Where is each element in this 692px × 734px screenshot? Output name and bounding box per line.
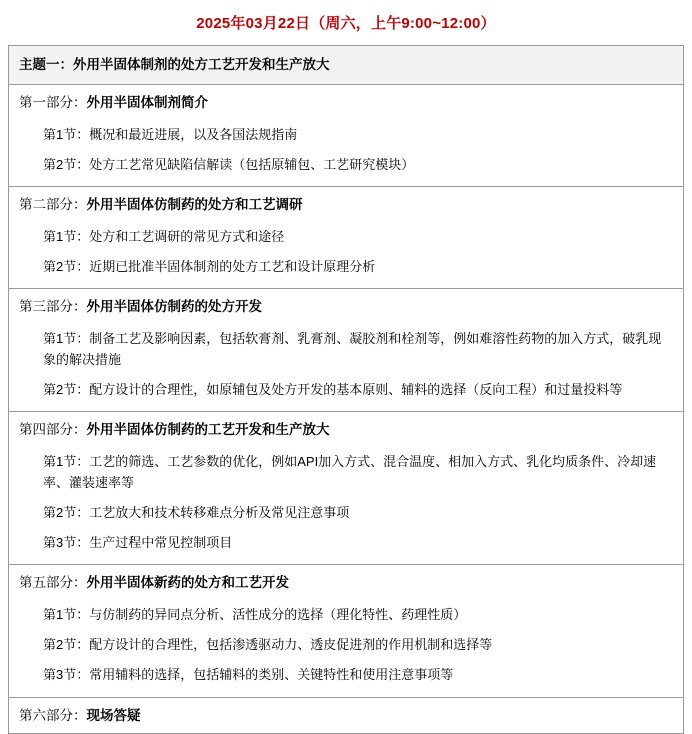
topic-section — [9, 46, 683, 85]
list-item: 第2节：配方设计的合理性，包括渗透驱动力、透皮促进剂的作用机制和选择等 — [43, 637, 493, 653]
date-header: 2025年03月22日（周六，上午9:00~12:00） — [196, 15, 496, 32]
part-label-6: 第六部分： — [19, 707, 87, 723]
topic-title: 外用半固体制剂的处方工艺开发和生产放大 — [73, 57, 330, 72]
list-item: 第1节：制备工艺及影响因素，包括软膏剂、乳膏剂、凝胶剂和栓剂等，例如难溶性药物的加入方式，破乳现象的解决措施 — [43, 331, 662, 368]
list-item: 第1节：概况和最近进展，以及各国法规指南 — [43, 127, 298, 143]
part-title-5: 外用半固体新药的处方和工艺开发 — [86, 575, 289, 591]
part-row-3 — [9, 289, 683, 325]
part-title-6: 现场答疑 — [86, 707, 141, 723]
part-title-1: 外用半固体制剂简介 — [86, 95, 208, 111]
agenda-section-3 — [9, 289, 683, 412]
agenda-section-2 — [9, 187, 683, 289]
part-row-6 — [9, 698, 683, 734]
part-title-4: 外用半固体仿制药的工艺开发和生产放大 — [86, 422, 330, 438]
list-item: 第2节：工艺放大和技术转移难点分析及常见注意事项 — [43, 505, 350, 521]
part-title-2: 外用半固体仿制药的处方和工艺调研 — [86, 197, 303, 213]
list-item: 第1节：工艺的筛选、工艺参数的优化，例如API加入方式、混合温度、相加入方式、乳化均质条件、冷却速率、灌装速率等 — [43, 454, 657, 491]
list-item: 第2节：处方工艺常见缺陷信解读（包括原辅包、工艺研究模块） — [43, 157, 415, 173]
part-row-2 — [9, 187, 683, 223]
list-item: 第3节：生产过程中常见控制项目 — [43, 535, 233, 551]
part-label-5: 第五部分： — [19, 575, 87, 591]
list-item: 第2节：配方设计的合理性，如原辅包及处方开发的基本原则、辅料的选择（反向工程）和过量投料等 — [43, 382, 623, 398]
agenda-section-1 — [9, 85, 683, 187]
list-item: 第3节：常用辅料的选择，包括辅料的类别、关键特性和使用注意事项等 — [43, 667, 454, 683]
agenda-section-5 — [9, 565, 683, 697]
agenda-section-4 — [9, 412, 683, 565]
part-title-3: 外用半固体仿制药的处方开发 — [86, 299, 262, 315]
part-row-1 — [9, 85, 683, 121]
agenda-table — [8, 45, 684, 734]
part-label-1: 第一部分： — [19, 95, 87, 111]
agenda-section-6 — [9, 698, 683, 734]
list-item: 第2节：近期已批准半固体制剂的处方工艺和设计原理分析 — [43, 259, 376, 275]
topic-label: 主题一： — [19, 57, 73, 72]
part-label-4: 第四部分： — [19, 422, 87, 438]
part-row-5 — [9, 565, 683, 601]
list-item: 第1节：处方和工艺调研的常见方式和途径 — [43, 229, 285, 245]
part-label-2: 第二部分： — [19, 197, 87, 213]
topic-row — [9, 46, 683, 84]
part-row-4 — [9, 412, 683, 448]
list-item: 第1节：与仿制药的异同点分析、活性成分的选择（理化特性、药理性质） — [43, 607, 467, 623]
part-label-3: 第三部分： — [19, 299, 87, 315]
